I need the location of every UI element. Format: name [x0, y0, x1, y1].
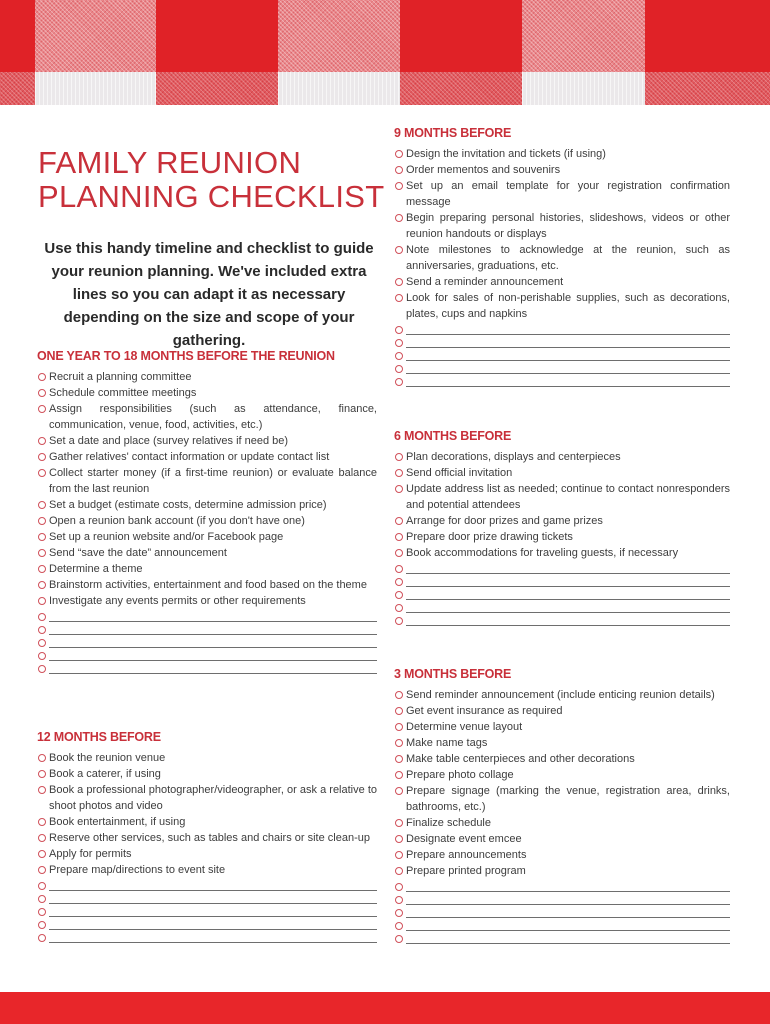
checkbox-circle-icon[interactable]: [395, 326, 403, 334]
checklist-item-text: Send a reminder announcement: [406, 276, 564, 288]
checkbox-circle-icon[interactable]: [395, 771, 403, 779]
checkbox-circle-icon[interactable]: [38, 626, 46, 634]
checklist-item: [37, 465, 377, 497]
checklist-item: [37, 545, 377, 561]
checklist-item-text: Book entertainment, if using: [49, 816, 186, 828]
checklist-item: [394, 847, 730, 863]
checkbox-circle-icon[interactable]: [395, 787, 403, 795]
section-heading: 12 MONTHS BEFORE: [37, 730, 161, 744]
checklist-item-text: Look for sales of non-perishable supplies, such as decorations, plates, cups and napkins: [406, 292, 730, 320]
checkbox-circle-icon[interactable]: [38, 834, 46, 842]
checkbox-circle-icon[interactable]: [395, 835, 403, 843]
checklist-item: [37, 529, 377, 545]
checkbox-circle-icon[interactable]: [38, 754, 46, 762]
checklist-item: [37, 750, 377, 766]
checkbox-circle-icon[interactable]: [38, 373, 46, 381]
checklist-item-text: Set up a reunion website and/or Facebook page: [49, 531, 284, 543]
write-in-line[interactable]: [49, 609, 377, 622]
checkbox-circle-icon[interactable]: [395, 617, 403, 625]
checklist-item-text: Design the invitation and tickets (if using): [406, 148, 606, 160]
checklist-item: [394, 146, 730, 162]
write-in-line[interactable]: [406, 374, 730, 387]
checkbox-circle-icon[interactable]: [38, 786, 46, 794]
checkbox-circle-icon[interactable]: [395, 378, 403, 386]
checkbox-circle-icon[interactable]: [38, 934, 46, 942]
checklist-item: [394, 449, 730, 465]
checkbox-circle-icon[interactable]: [395, 517, 403, 525]
checkbox-circle-icon[interactable]: [38, 549, 46, 557]
checklist-item-text: Plan decorations, displays and centerpieces: [406, 451, 621, 463]
checklist-item: [394, 751, 730, 767]
blank-checklist-item: [394, 574, 730, 587]
checklist-item-text: Schedule committee meetings: [49, 387, 197, 399]
blank-checklist-item: [394, 918, 730, 931]
checkbox-circle-icon[interactable]: [395, 150, 403, 158]
checklist-item-text: Send “save the date” announcement: [49, 547, 227, 559]
gingham-header-banner: [0, 0, 770, 105]
checkbox-circle-icon[interactable]: [38, 581, 46, 589]
checkbox-circle-icon[interactable]: [38, 469, 46, 477]
checklist-item: [394, 178, 730, 210]
write-in-line[interactable]: [49, 622, 377, 635]
blank-checklist-item: [394, 587, 730, 600]
checklist-item: [37, 369, 377, 385]
blank-checklist-item: [394, 879, 730, 892]
blank-checklist-item: [394, 931, 730, 944]
checklist-item-text: Send official invitation: [406, 467, 513, 479]
footer-bar: [0, 992, 770, 1024]
checklist-item: [394, 719, 730, 735]
write-in-line[interactable]: [49, 930, 377, 943]
checkbox-circle-icon[interactable]: [395, 691, 403, 699]
blank-checklist-item: [394, 374, 730, 387]
checkbox-circle-icon[interactable]: [38, 921, 46, 929]
checklist-item: [394, 831, 730, 847]
checklist-item-text: Investigate any events permits or other requirements: [49, 595, 306, 607]
checklist-item: [394, 465, 730, 481]
blank-checklist-item: [37, 930, 377, 943]
checklist-item-text: Apply for permits: [49, 848, 132, 860]
checkbox-circle-icon[interactable]: [395, 867, 403, 875]
checklist-item: [394, 863, 730, 879]
write-in-line[interactable]: [49, 661, 377, 674]
checklist-item-text: Gather relatives' contact information or update contact list: [49, 451, 330, 463]
checkbox-circle-icon[interactable]: [395, 883, 403, 891]
blank-checklist-item: [394, 361, 730, 374]
checkbox-circle-icon[interactable]: [395, 365, 403, 373]
checkbox-circle-icon[interactable]: [395, 533, 403, 541]
checklist-item: [37, 577, 377, 593]
blank-checklist-item: [37, 878, 377, 891]
checkbox-circle-icon[interactable]: [38, 517, 46, 525]
page-title: [38, 146, 384, 214]
section-one-year: [37, 348, 377, 674]
write-in-line[interactable]: [406, 600, 730, 613]
checklist-item-text: Prepare signage (marking the venue, registration area, drinks, bathrooms, etc.): [406, 785, 730, 813]
checkbox-circle-icon[interactable]: [395, 604, 403, 612]
blank-checklist-item: [37, 648, 377, 661]
section-9-months: [394, 125, 730, 387]
write-in-line[interactable]: [49, 891, 377, 904]
checklist-item-text: Finalize schedule: [406, 817, 491, 829]
section-heading: ONE YEAR TO 18 MONTHS BEFORE THE REUNION: [37, 349, 335, 363]
blank-checklist-item: [37, 661, 377, 674]
checkbox-circle-icon[interactable]: [38, 770, 46, 778]
checkbox-circle-icon[interactable]: [395, 485, 403, 493]
checkbox-circle-icon[interactable]: [38, 565, 46, 573]
write-in-line[interactable]: [406, 879, 730, 892]
checkbox-circle-icon[interactable]: [38, 639, 46, 647]
blank-checklist-item: [394, 613, 730, 626]
checklist-item: [394, 210, 730, 242]
checklist-item: [37, 862, 377, 878]
checklist-item: [37, 846, 377, 862]
checkbox-circle-icon[interactable]: [38, 597, 46, 605]
section-3-months: [394, 666, 730, 944]
checkbox-circle-icon[interactable]: [38, 501, 46, 509]
checklist-item-text: Get event insurance as required: [406, 705, 563, 717]
checkbox-circle-icon[interactable]: [395, 294, 403, 302]
checkbox-circle-icon[interactable]: [38, 453, 46, 461]
blank-checklist-item: [394, 892, 730, 905]
checkbox-circle-icon[interactable]: [395, 469, 403, 477]
blank-checklist-item: [394, 561, 730, 574]
checkbox-circle-icon[interactable]: [395, 246, 403, 254]
checklist-item: [394, 703, 730, 719]
checkbox-circle-icon[interactable]: [395, 935, 403, 943]
checkbox-circle-icon[interactable]: [395, 182, 403, 190]
checklist-item: [37, 766, 377, 782]
checklist-item-text: Order mementos and souvenirs: [406, 164, 561, 176]
write-in-line[interactable]: [406, 918, 730, 931]
write-in-line[interactable]: [406, 335, 730, 348]
checkbox-circle-icon[interactable]: [395, 352, 403, 360]
blank-checklist-item: [394, 335, 730, 348]
blank-checklist-item: [394, 348, 730, 361]
checkbox-circle-icon[interactable]: [38, 652, 46, 660]
checklist-item: [394, 242, 730, 274]
checklist-item-text: Make name tags: [406, 737, 488, 749]
checklist-item: [394, 767, 730, 783]
checkbox-circle-icon[interactable]: [38, 405, 46, 413]
checklist-item: [37, 593, 377, 609]
write-in-line[interactable]: [49, 917, 377, 930]
checkbox-circle-icon[interactable]: [38, 908, 46, 916]
checkbox-circle-icon[interactable]: [395, 549, 403, 557]
checklist-item-text: Determine a theme: [49, 563, 143, 575]
write-in-line[interactable]: [49, 904, 377, 917]
checkbox-circle-icon[interactable]: [395, 453, 403, 461]
checklist-item: [37, 561, 377, 577]
write-in-line[interactable]: [406, 905, 730, 918]
checkbox-circle-icon[interactable]: [395, 591, 403, 599]
checklist-item-text: Book a professional photographer/videographer, or ask a relative to shoot photos and video: [49, 784, 377, 812]
checklist-item-text: Prepare announcements: [406, 849, 527, 861]
section-12-months: [37, 729, 377, 943]
checklist-item-text: Arrange for door prizes and game prizes: [406, 515, 603, 527]
checklist-item-text: Prepare map/directions to event site: [49, 864, 226, 876]
checklist-item-text: Update address list as needed; continue to contact nonresponders and potential attendees: [406, 483, 730, 511]
blank-checklist-item: [394, 322, 730, 335]
checkbox-circle-icon[interactable]: [38, 895, 46, 903]
blank-checklist-item: [37, 609, 377, 622]
write-in-line[interactable]: [406, 348, 730, 361]
checklist-item-text: Book the reunion venue: [49, 752, 166, 764]
section-6-months: [394, 428, 730, 626]
blank-checklist-item: [37, 917, 377, 930]
checkbox-circle-icon[interactable]: [38, 613, 46, 621]
checkbox-circle-icon[interactable]: [395, 819, 403, 827]
checklist-item: [37, 497, 377, 513]
checkbox-circle-icon[interactable]: [395, 851, 403, 859]
write-in-line[interactable]: [406, 322, 730, 335]
section-heading: 3 MONTHS BEFORE: [394, 667, 512, 681]
checklist-item-text: Reserve other services, such as tables and chairs or site clean-up: [49, 832, 370, 844]
write-in-line[interactable]: [406, 892, 730, 905]
checklist-item: [394, 735, 730, 751]
checklist-item-text: Set up an email template for your registration confirmation message: [406, 180, 730, 208]
section-heading: 9 MONTHS BEFORE: [394, 126, 512, 140]
checklist-item-text: Send reminder announcement (include enticing reunion details): [406, 689, 715, 701]
blank-checklist-item: [394, 600, 730, 613]
checklist-item-text: Assign responsibilities (such as attendance, finance, communication, venue, food, activities, etc.): [49, 403, 377, 431]
blank-checklist-item: [37, 904, 377, 917]
checkbox-circle-icon[interactable]: [395, 214, 403, 222]
checklist-item: [394, 274, 730, 290]
checklist-item-text: Collect starter money (if a first-time reunion) or evaluate balance from the last reunion: [49, 467, 377, 495]
checklist-item: [394, 481, 730, 513]
checkbox-circle-icon[interactable]: [395, 578, 403, 586]
section-heading: 6 MONTHS BEFORE: [394, 429, 512, 443]
checkbox-circle-icon[interactable]: [38, 882, 46, 890]
write-in-line[interactable]: [406, 613, 730, 626]
checklist-item: [37, 513, 377, 529]
checklist-item-text: Book accommodations for traveling guests, if necessary: [406, 547, 679, 559]
blank-checklist-item: [37, 891, 377, 904]
checklist-item: [394, 529, 730, 545]
checklist-item-text: Note milestones to acknowledge at the reunion, such as anniversaries, graduations, etc.: [406, 244, 730, 272]
write-in-line[interactable]: [406, 931, 730, 944]
checkbox-circle-icon[interactable]: [38, 665, 46, 673]
checklist-item-text: Set a date and place (survey relatives if need be): [49, 435, 289, 447]
checklist-item-text: Prepare door prize drawing tickets: [406, 531, 573, 543]
write-in-line[interactable]: [406, 587, 730, 600]
blank-checklist-item: [37, 635, 377, 648]
checklist-item-text: Set a budget (estimate costs, determine admission price): [49, 499, 327, 511]
checklist-item: [37, 782, 377, 814]
checkbox-circle-icon[interactable]: [395, 896, 403, 904]
checkbox-circle-icon[interactable]: [395, 565, 403, 573]
checklist-item-text: Begin preparing personal histories, slideshows, videos or other reunion handouts or displays: [406, 212, 730, 240]
checklist-item: [394, 513, 730, 529]
title-line-2: PLANNING CHECKLIST: [38, 179, 385, 214]
checkbox-circle-icon[interactable]: [395, 739, 403, 747]
checklist-item: [37, 433, 377, 449]
checkbox-circle-icon[interactable]: [395, 707, 403, 715]
checklist-item: [394, 290, 730, 322]
checklist-item-text: Make table centerpieces and other decorations: [406, 753, 635, 765]
checklist-item: [394, 162, 730, 178]
checkbox-circle-icon[interactable]: [395, 909, 403, 917]
write-in-line[interactable]: [49, 635, 377, 648]
intro-text: Use this handy timeline and checklist to guide your reunion planning. We've included extra lines so you can adapt it as necessary depending on the size and scope of your gathering.: [44, 240, 374, 349]
title-line-1: FAMILY REUNION: [38, 145, 302, 180]
checklist-item-text: Determine venue layout: [406, 721, 523, 733]
checkbox-circle-icon[interactable]: [38, 818, 46, 826]
checklist-item: [394, 545, 730, 561]
checklist-item-text: Open a reunion bank account (if you don't have one): [49, 515, 305, 527]
checkbox-circle-icon[interactable]: [395, 723, 403, 731]
checkbox-circle-icon[interactable]: [395, 755, 403, 763]
checkbox-circle-icon[interactable]: [395, 339, 403, 347]
checklist-item: [37, 401, 377, 433]
write-in-line[interactable]: [406, 574, 730, 587]
write-in-line[interactable]: [406, 361, 730, 374]
checklist-item: [37, 814, 377, 830]
checkbox-circle-icon[interactable]: [38, 389, 46, 397]
checkbox-circle-icon[interactable]: [395, 278, 403, 286]
checkbox-circle-icon[interactable]: [395, 166, 403, 174]
checkbox-circle-icon[interactable]: [38, 866, 46, 874]
checklist-item-text: Recruit a planning committee: [49, 371, 192, 383]
checklist-item-text: Designate event emcee: [406, 833, 522, 845]
write-in-line[interactable]: [49, 878, 377, 891]
write-in-line[interactable]: [406, 561, 730, 574]
checkbox-circle-icon[interactable]: [38, 437, 46, 445]
checklist-item: [394, 687, 730, 703]
checklist-item: [37, 385, 377, 401]
checkbox-circle-icon[interactable]: [395, 922, 403, 930]
checklist-item: [394, 815, 730, 831]
checklist-item: [37, 449, 377, 465]
checklist-item-text: Prepare printed program: [406, 865, 526, 877]
blank-checklist-item: [394, 905, 730, 918]
checklist-item: [394, 783, 730, 815]
blank-checklist-item: [37, 622, 377, 635]
checklist-item-text: Prepare photo collage: [406, 769, 514, 781]
checklist-item: [37, 830, 377, 846]
write-in-line[interactable]: [49, 648, 377, 661]
checklist-item-text: Book a caterer, if using: [49, 768, 161, 780]
checkbox-circle-icon[interactable]: [38, 850, 46, 858]
checklist-item-text: Brainstorm activities, entertainment and food based on the theme: [49, 579, 367, 591]
checkbox-circle-icon[interactable]: [38, 533, 46, 541]
